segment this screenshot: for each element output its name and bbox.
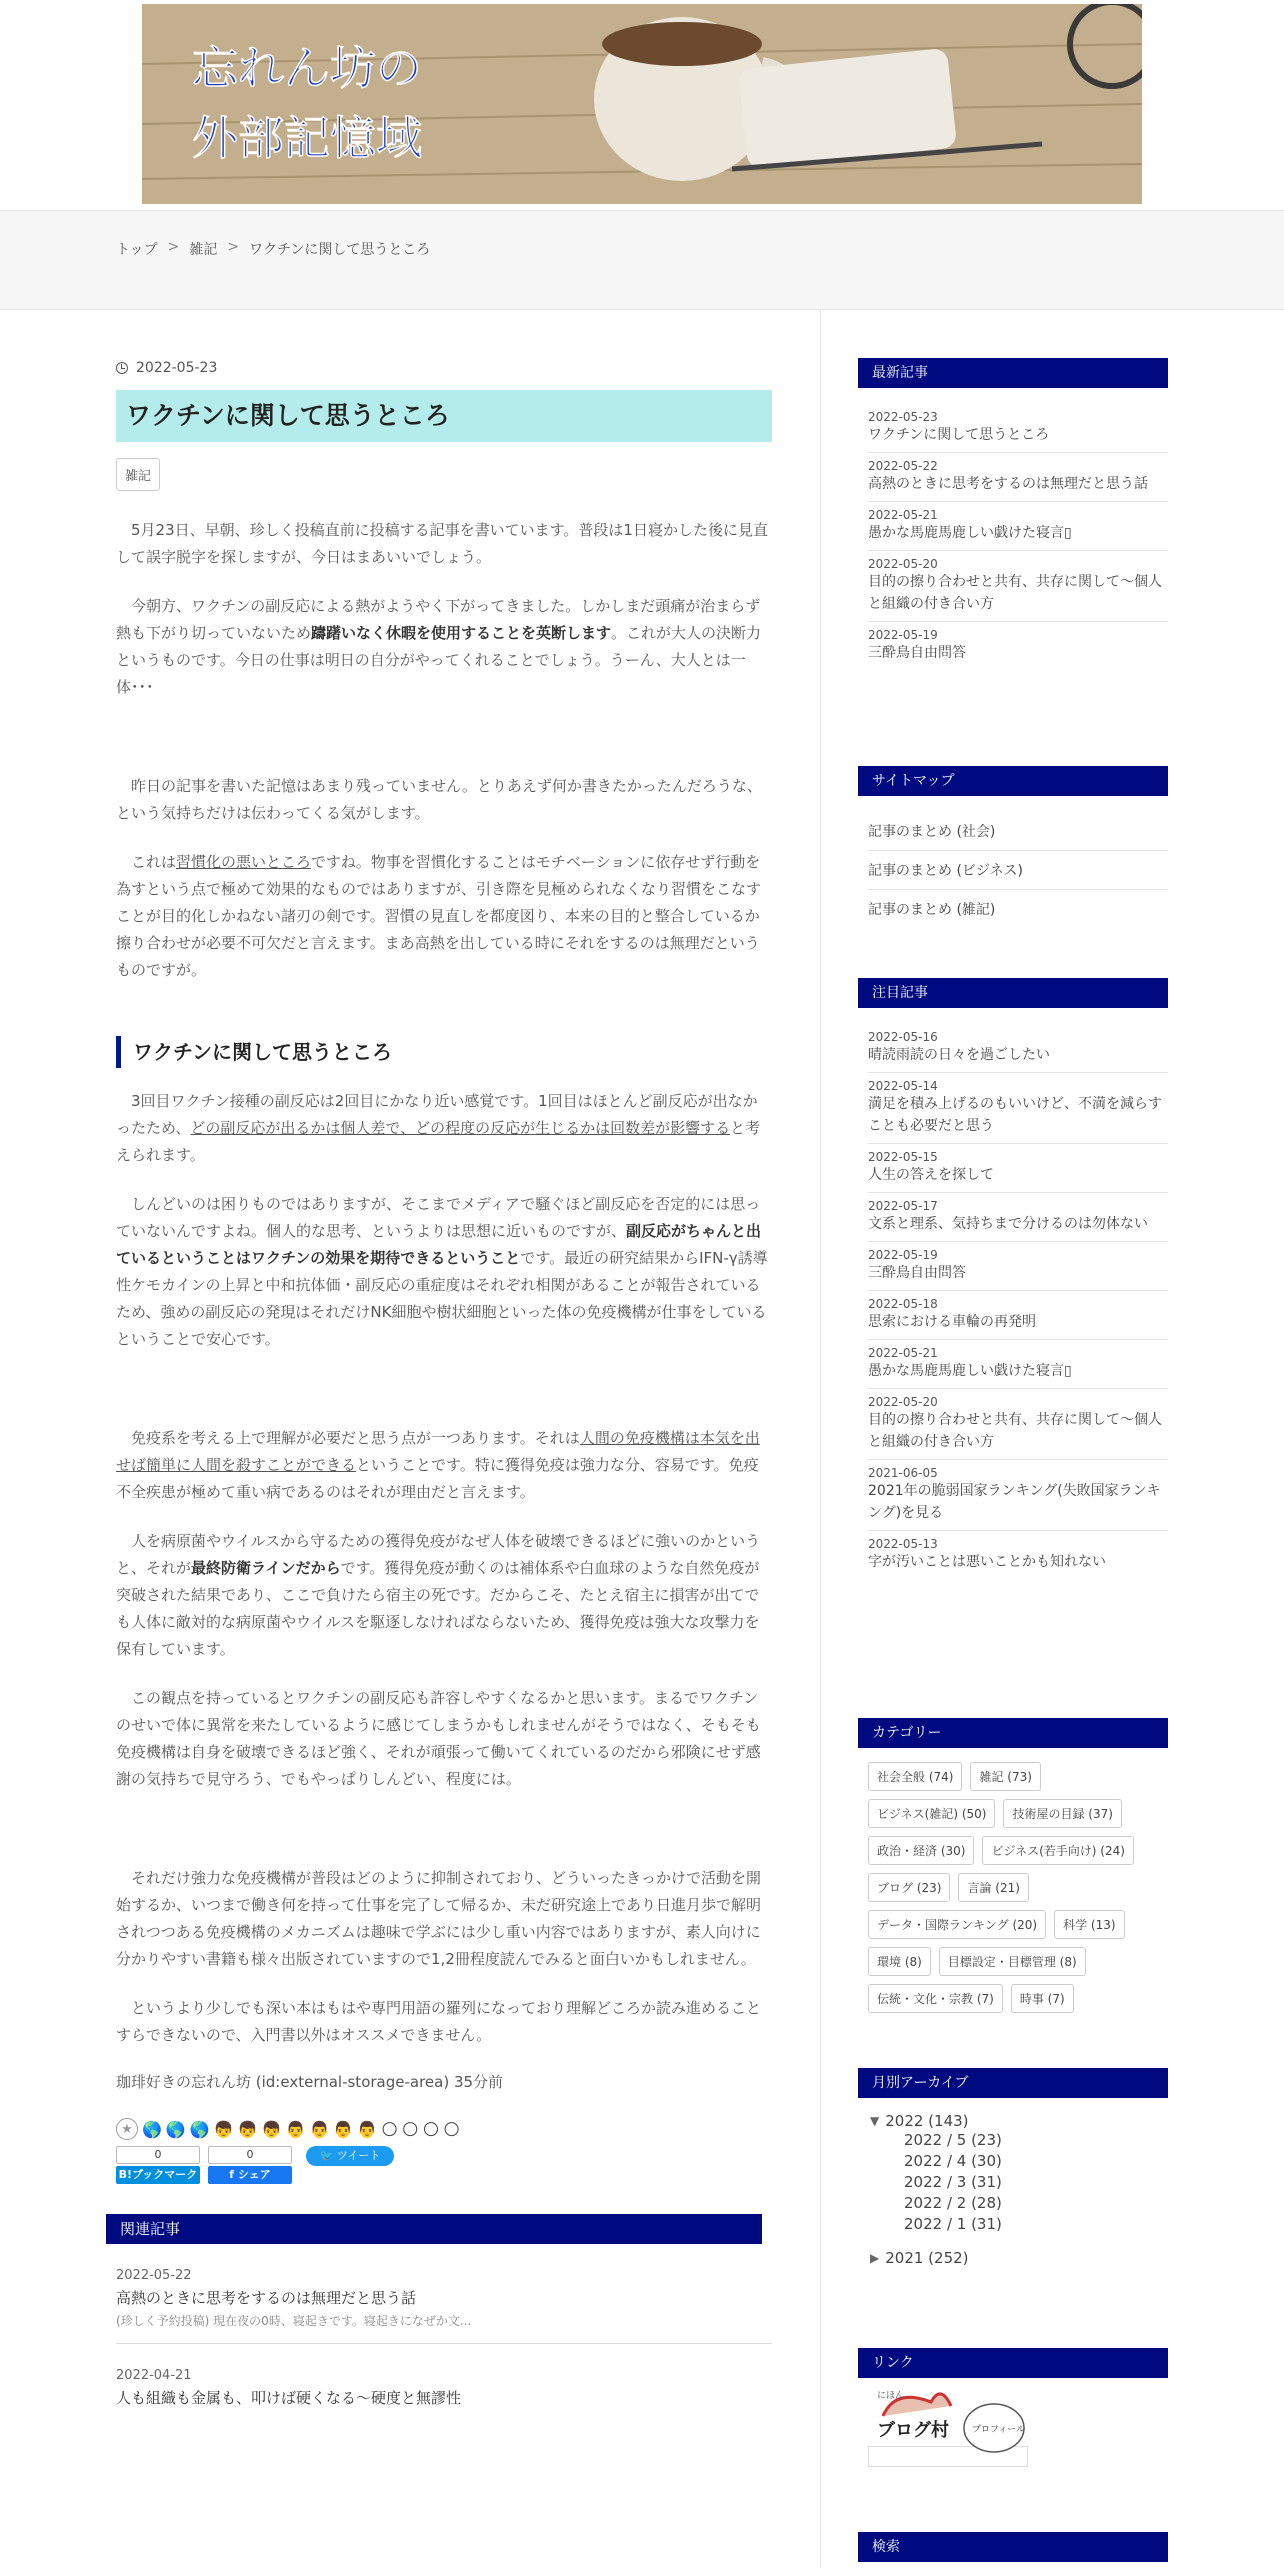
related-item[interactable] [116,2268,772,2344]
item-date: 2022-05-21 [868,1346,938,1360]
underlined-text: どの副反応が出るかは個人差で、どの程度の反応が生じるかは回数差が影響する [190,1119,731,1137]
star-icon[interactable]: 👨 [309,2119,330,2139]
item-date: 2022-05-15 [868,1150,938,1164]
paragraph: 免疫系を考える上で理解が必要だと思う点が一つあります。それは人間の免疫機構は本気を出せば簡単に人間を殺すことができるということです。特に獲得免疫は強力な分、容易です。免疫不全疾患が極めて重い病であるのはそれが理由だと言えます。 [116,1429,760,1501]
category-tag[interactable]: 雑記 (73) [970,1762,1040,1791]
item-date: 2022-05-19 [868,628,938,642]
item-date: 2021-06-05 [868,1466,938,1480]
list-item[interactable] [868,1389,1168,1460]
hatena-label: B!ブックマーク [116,2166,200,2184]
paragraph: 3回目ワクチン接種の副反応は2回目にかなり近い感覚です。1回目はほとんど副反応が出なかったため、どの副反応が出るかは個人差で、どの程度の反応が生じるかは回数差が影響すると考えられます。 [116,1092,761,1164]
sidebar-archive [858,2068,1168,2267]
recent-list [858,404,1168,670]
banner-title-line2: 外部記憶域 [192,111,422,165]
list-item[interactable] [868,1531,1168,1579]
breadcrumb-separator: > [227,239,240,255]
featured-list [858,1024,1168,1579]
item-title[interactable]: 目的の擦り合わせと共有、共存に関して～個人と組織の付き合い方 [868,1412,1162,1450]
item-date: 2022-05-21 [868,508,938,522]
item-date: 2022-05-22 [868,459,938,473]
paragraph: 5月23日、早朝、珍しく投稿直前に投稿する記事を書いています。普段は1日寝かした後に見直して誤字脱字を探しますが、今日はまあいいでしょう。 [116,521,768,566]
category-tag[interactable]: 目標設定・目標管理 (8) [939,1947,1086,1976]
related-date: 2022-04-21 [116,2368,192,2383]
bold-text: 躊躇いなく休暇を使用することを英断します [311,624,612,642]
item-title[interactable]: 思索における車輪の再発明 [868,1314,1036,1330]
item-title[interactable]: 三酔鳥自由問答 [868,1265,966,1281]
breadcrumb-current: ワクチンに関して思うところ [249,242,431,258]
breadcrumb-separator: > [167,239,180,255]
author-line[interactable]: 珈琲好きの忘れん坊 (id:external-storage-area) 35分前 [116,2073,504,2091]
list-item[interactable] [868,1291,1168,1340]
list-item[interactable] [868,1242,1168,1291]
category-tag[interactable]: ブログ (23) [868,1873,950,1902]
list-item[interactable] [868,502,1168,551]
column-divider [820,310,821,2568]
star-icon[interactable]: 👦 [237,2119,258,2139]
clock-icon [116,362,128,374]
item-title[interactable]: 愚かな馬鹿馬鹿しい戯けた寝言▯ [868,525,1072,541]
item-title[interactable]: 文系と理系、気持ちまで分けるのは勿体ない [868,1216,1148,1232]
item-title[interactable]: 満足を積み上げるのもいいけど、不満を減らすことも必要だと思う [868,1096,1162,1134]
sidebar-heading: リンク [858,2348,1168,2378]
star-icon[interactable]: 🌕 [381,2119,398,2139]
item-date: 2022-05-19 [868,1248,938,1262]
star-icon[interactable]: 🌕 [443,2119,460,2139]
star-icon[interactable]: 🌎 [165,2119,186,2139]
list-item[interactable] [868,1073,1168,1144]
category-tag[interactable]: ビジネス(雑記) (50) [868,1799,995,1828]
item-date: 2022-05-20 [868,557,938,571]
article-body [116,517,772,2049]
star-icon[interactable]: 👨 [285,2119,306,2139]
sidebar-heading: 月別アーカイブ [858,2068,1168,2098]
sidebar-links [858,2348,1168,2466]
related-title[interactable]: 人も組織も金属も、叩けば硬くなる～硬度と無謬性 [116,2389,462,2407]
related-snippet: (珍しく予約投稿) 現在夜の0時、寝起きです。寝起きになぜか文... [116,2314,472,2328]
star-icon[interactable]: 🌕 [422,2119,440,2139]
item-title[interactable]: 愚かな馬鹿馬鹿しい戯けた寝言▯ [868,1363,1072,1379]
item-title[interactable]: 晴読雨読の日々を過ごしたい [868,1047,1050,1063]
item-date: 2022-05-20 [868,1395,938,1409]
sidebar-featured [858,978,1168,1579]
blogmura-logo [869,2378,1027,2462]
sidebar-sitemap [858,766,1168,928]
facebook-count: 0 [208,2146,292,2164]
sidebar-heading: 検索 [858,2532,1168,2562]
list-item[interactable] [868,1193,1168,1242]
item-title[interactable]: 人生の答えを探して [868,1167,994,1183]
category-tag[interactable]: 技術屋の目録 (37) [1003,1799,1121,1828]
breadcrumb [116,239,430,259]
list-item[interactable] [868,622,1168,670]
paragraph: それだけ強力な免疫機構が普段はどのように抑制されており、どういったきっかけで活動を開始するか、いつまで働き何を持って仕事を完了して帰るか、未だ研究途上であり日進月歩で解明されつつある免疫機構のメカニズムは趣味で学ぶには少し重い内容ではありますが、素人向けに分かりやすい書籍も様々出版されていますので1,2冊程度読んでみると面白いかもしれません。 [116,1869,762,1968]
item-title[interactable]: 字が汚いことは悪いことかも知れない [868,1554,1106,1570]
underlined-text: 人間の免疫機構は本気を出せば簡単に人間を殺すことができる [116,1429,760,1474]
category-tag[interactable]: 環境 (8) [868,1947,931,1976]
twitter-icon: 🐦 [319,2149,334,2162]
category-tag[interactable]: 時事 (7) [1011,1984,1074,2013]
category-tag[interactable]: 科学 (13) [1054,1910,1124,1939]
sitemap-list [858,812,1168,928]
star-icon[interactable]: 👨 [357,2119,378,2139]
paragraph: 今朝方、ワクチンの副反応による熱がようやく下がってきました。しかしまだ頭痛が治まらず熱も下がり切っていないため躊躇いなく休暇を使用することを英断します。これが大人の決断力というものです。今日の仕事は明日の自分がやってくれることでしょう。うーん、大人とは一体･･･ [116,597,762,696]
sidebar-recent [858,358,1168,670]
item-date: 2022-05-16 [868,1030,938,1044]
collapse-icon[interactable]: ▶ [870,2251,880,2265]
category-tag[interactable]: 政治・経済 (30) [868,1836,974,1865]
header [0,0,1284,210]
list-item[interactable] [868,1024,1168,1073]
article-category-tag[interactable]: 雑記 [116,458,160,491]
archive-month[interactable]: 2022 / 2 (28) [904,2194,1002,2212]
paragraph: 昨日の記事を書いた記憶はあまり残っていません。とりあえず何か書きたかったんだろうな、という気持ちだけは伝わってくる気がします。 [116,777,762,822]
item-date: 2022-05-17 [868,1199,938,1213]
category-tag[interactable]: 伝統・文化・宗教 (7) [868,1984,1003,2013]
svg-text:ブログ村: ブログ村 [877,2420,949,2441]
hatena-count: 0 [116,2146,200,2164]
archive-month[interactable]: 2022 / 3 (31) [904,2173,1002,2191]
item-date: 2022-05-14 [868,1079,938,1093]
paragraph: これは習慣化の悪いところですね。物事を習慣化することはモチベーションに依存せず行動を為すという点で極めて効果的なものではありますが、引き際を見極められなくなり習慣をこなすことが目的化しかねない諸刃の剣です。習慣の見直しを都度図り、本来の目的と整合しているか擦り合わせが必要不可欠だと言えます。まあ高熱を出している時にそれをするのは無理だというものですが。 [116,853,762,979]
related-item[interactable] [116,2368,772,2422]
item-title[interactable]: ワクチンに関して思うところ [868,427,1050,443]
category-tag[interactable]: 言論 (21) [958,1873,1028,1902]
list-item[interactable] [868,551,1168,622]
paragraph: この観点を持っているとワクチンの副反応も許容しやすくなるかと思います。まるでワクチンのせいで体に異常を来たしているように感じてしまうかもしれませんがそうではなく、そもそも免疫機構は自身を破壊できるほど強く、それが頑張って働いてくれているのだから邪険にせず感謝の気持ちで見守ろう、でもやっぱりしんどい、程度には。 [116,1689,761,1788]
item-title[interactable]: 高熱のときに思考をするのは無理だと思う話 [868,476,1148,492]
star-icon[interactable]: 🌎 [189,2119,210,2139]
item-title[interactable]: 2021年の脆弱国家ランキング(失敗国家ランキング)を見る [868,1483,1161,1521]
paragraph: 人を病原菌やウイルスから守るための獲得免疫がなぜ人体を破壊できるほどに強いのかというと、それが最終防衛ラインだからです。獲得免疫が動くのは補体系や白血球のような自然免疫が突破された結果であり、ここで負けたら宿主の死です。だからこそ、たとえ宿主に損害が出てでも人体に敵対的な病原菌やウイルスを駆逐しなければならないため、獲得免疫は強大な攻撃力を保有しています。 [116,1532,761,1658]
archive-month[interactable]: 2022 / 4 (30) [904,2152,1002,2170]
banner-title-line1: 忘れん坊の [192,41,422,95]
star-icon[interactable]: 👦 [213,2119,234,2139]
star-icon[interactable]: 👦 [261,2119,282,2139]
sidebar-heading: カテゴリー [858,1718,1168,1748]
category-tag[interactable]: データ・国際ランキング (20) [868,1910,1046,1939]
add-star-icon[interactable]: ★ [116,2118,138,2140]
svg-text:にほん: にほん [877,2391,905,2401]
archive-list [858,2112,1168,2267]
sidebar-heading: 最新記事 [858,358,1168,388]
item-title[interactable]: 目的の擦り合わせと共有、共存に関して～個人と組織の付き合い方 [868,574,1162,612]
item-date: 2022-05-18 [868,1297,938,1311]
article-date [116,360,772,376]
list-item[interactable]: 記事のまとめ (社会) [868,812,1168,851]
archive-year-2022[interactable] [870,2112,1168,2130]
facebook-share-button[interactable] [208,2146,292,2184]
paragraph: というより少しでも深い本はもはや専門用語の羅列になっており理解どころか読み進めることすらできないので、入門書以外はオススメできません。 [116,1999,762,2044]
hatena-bookmark-button[interactable] [116,2146,200,2184]
facebook-label: f シェア [208,2166,292,2184]
tweet-button[interactable]: 🐦 ツイート [306,2146,394,2166]
bold-text: 副反応がちゃんと出ているということはワクチンの効果を期待できるということ [116,1222,762,1267]
star-icon[interactable]: 🌎 [142,2119,162,2139]
underlined-text: 習慣化の悪いところ [176,853,311,871]
star-icon[interactable]: 🌕 [401,2119,419,2139]
list-item[interactable] [868,1340,1168,1389]
expand-icon[interactable]: ▼ [870,2114,880,2128]
category-list [858,1762,1148,2013]
star-icon[interactable]: 👨 [333,2119,354,2139]
bold-text: 最終防衛ラインだから [191,1559,341,1577]
sidebar-heading: サイトマップ [858,766,1168,796]
archive-year-label[interactable]: 2021 (252) [885,2249,969,2267]
breadcrumb-category[interactable]: 雑記 [189,242,218,258]
category-tag[interactable]: 社会全般 (74) [868,1762,962,1791]
list-item[interactable] [868,1144,1168,1193]
article-title[interactable]: ワクチンに関して思うところ [116,390,772,442]
svg-text:プロフィール: プロフィール [972,2425,1026,2435]
list-item[interactable] [868,1460,1168,1531]
related-date: 2022-05-22 [116,2268,192,2283]
header-banner-link[interactable] [142,4,1142,204]
sidebar-heading: 注目記事 [858,978,1168,1008]
list-item[interactable] [868,453,1168,502]
category-tag[interactable]: ビジネス(若手向け) (24) [982,1836,1133,1865]
list-item[interactable]: 記事のまとめ (ビジネス) [868,851,1168,890]
item-date: 2022-05-13 [868,1537,938,1551]
paragraph: しんどいのは困りものではありますが、そこまでメディアで騒ぐほど副反応を否定的には思っていないんですよね。個人的な思考、というよりは思想に近いものですが、副反応がちゃんと出ているということはワクチンの効果を期待できるということです。最近の研究結果からIFN-γ誘導性ケモカインの上昇と中和抗体価・副反応の重症度はそれぞれ相関があることが報告されているため、強めの副反応の発現はそれだけNK細胞や樹状細胞といった体の免疫機構が仕事をしているということで安心です。 [116,1195,768,1348]
blogmura-banner[interactable] [868,2391,1028,2467]
article-date-link[interactable]: 2022-05-23 [136,360,218,376]
archive-month[interactable]: 2022 / 5 (23) [904,2131,1002,2149]
archive-month[interactable]: 2022 / 1 (31) [904,2215,1002,2233]
breadcrumb-bar [0,210,1284,310]
star-row [116,2118,772,2140]
list-item[interactable] [868,404,1168,453]
share-buttons [116,2146,772,2184]
related-title[interactable]: 高熱のときに思考をするのは無理だと思う話 [116,2289,417,2307]
section-heading: ワクチンに関して思うところ [116,1036,772,1068]
related-heading: 関連記事 [106,2214,762,2244]
sidebar-categories [858,1718,1168,2013]
item-title[interactable]: 三酔鳥自由問答 [868,645,966,661]
breadcrumb-top[interactable]: トップ [116,242,158,258]
article [116,360,772,2422]
sidebar-search [858,2532,1168,2562]
archive-year-2021[interactable] [870,2249,1168,2267]
header-banner-image [142,4,1142,204]
archive-year-label[interactable]: 2022 (143) [885,2112,969,2130]
item-date: 2022-05-23 [868,410,938,424]
list-item[interactable]: 記事のまとめ (雑記) [868,902,996,918]
